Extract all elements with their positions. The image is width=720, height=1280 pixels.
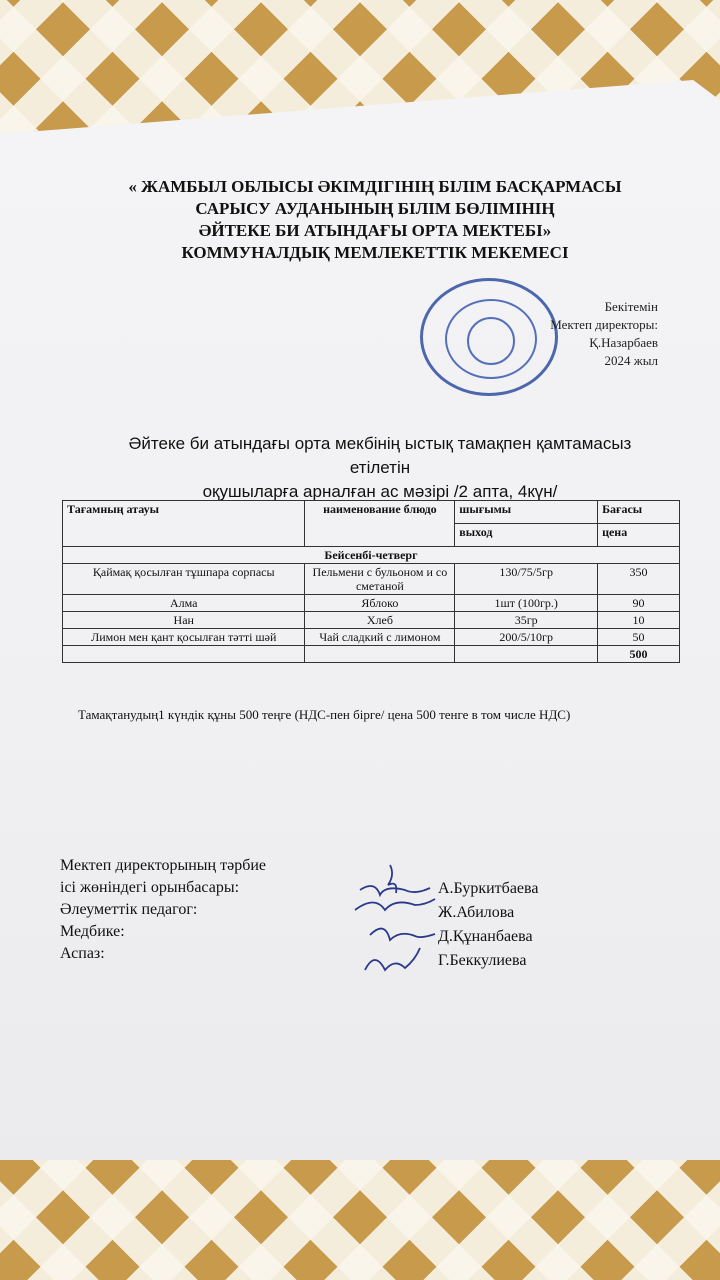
cell: 130/75/5гр — [455, 564, 598, 595]
cell: 10 — [598, 612, 680, 629]
role-label: Медбике: — [60, 923, 125, 940]
cell: 200/5/10гр — [455, 629, 598, 646]
table-day-row — [63, 547, 680, 564]
cell: 35гр — [455, 612, 598, 629]
cell: Нан — [63, 612, 305, 629]
table-row — [63, 612, 680, 629]
cell: Хлеб — [305, 612, 455, 629]
approval-block — [550, 298, 658, 370]
total-cell: 500 — [598, 646, 680, 663]
cell: 1шт (100гр.) — [455, 595, 598, 612]
approval-line: Бекітемін — [604, 299, 658, 314]
name-label: Д.Құнанбаева — [438, 928, 533, 945]
approval-line: 2024 жыл — [604, 353, 658, 368]
cell: Чай сладкий с лимоном — [305, 629, 455, 646]
header-cell: наименование блюдо — [305, 501, 455, 547]
header-cell: Тағамның атауы — [63, 501, 305, 547]
header-line: КОММУНАЛДЫҚ МЕМЛЕКЕТТІК МЕКЕМЕСІ — [181, 243, 569, 262]
header-line: « ЖАМБЫЛ ОБЛЫСЫ ӘКІМДІГІНІҢ БІЛІМ БАСҚАРМАСЫ — [128, 177, 622, 196]
header-cell: выход — [455, 524, 598, 547]
approval-line: Қ.Назарбаев — [589, 335, 658, 350]
cell: Пельмени с бульоном и со сметаной — [305, 564, 455, 595]
handwritten-signatures — [350, 860, 440, 990]
cell — [305, 646, 455, 663]
header-cell: цена — [598, 524, 680, 547]
header-line: ӘЙТЕКЕ БИ АТЫНДАҒЫ ОРТА МЕКТЕБІ» — [198, 221, 552, 240]
table-row — [63, 564, 680, 595]
signature-names — [438, 877, 538, 973]
name-label: Ж.Абилова — [438, 904, 515, 921]
cell: Яблоко — [305, 595, 455, 612]
daily-cost-note: Тамақтанудың1 күндік құны 500 теңге (НДС-пен бірге/ цена 500 тенге в том числе НДС) — [78, 707, 571, 722]
name-label: Г.Беккулиева — [438, 952, 527, 969]
table-header-row — [63, 501, 680, 524]
header-cell: шығымы — [455, 501, 598, 524]
cell: 350 — [598, 564, 680, 595]
table-total-row — [63, 646, 680, 663]
table-row — [63, 629, 680, 646]
cell: Алма — [63, 595, 305, 612]
role-label: Мектеп директорының тәрбие — [60, 857, 267, 874]
menu-title — [100, 432, 660, 504]
role-label: Аспаз: — [60, 945, 105, 962]
header-cell: Бағасы — [598, 501, 680, 524]
header-line: САРЫСУ АУДАНЫНЫҢ БІЛІМ БӨЛІМІНІҢ — [195, 199, 555, 218]
cell: 90 — [598, 595, 680, 612]
role-label: Әлеуметтік педагог: — [60, 901, 198, 918]
name-label: А.Буркитбаева — [438, 880, 539, 897]
title-line: оқушыларға арналған ас мәзірі /2 апта, 4күн/ — [202, 482, 558, 501]
cell: Лимон мен қант қосылған тәтті шәй — [63, 629, 305, 646]
table-row — [63, 595, 680, 612]
official-stamp — [420, 278, 558, 396]
cell: Қаймақ қосылған тұшпара сорпасы — [63, 564, 305, 595]
cell — [63, 646, 305, 663]
cell: 50 — [598, 629, 680, 646]
day-cell: Бейсенбі-четверг — [63, 547, 680, 564]
cell — [455, 646, 598, 663]
role-label: ісі жөніндегі орынбасары: — [60, 879, 240, 896]
title-line: Әйтеке би атындағы орта мекбінің ыстық тамақпен қамтамасыз етілетін — [128, 434, 632, 477]
menu-table — [62, 500, 680, 663]
document-header — [80, 176, 670, 264]
approval-line: Мектеп директоры: — [550, 317, 658, 332]
signature-roles — [60, 855, 266, 965]
